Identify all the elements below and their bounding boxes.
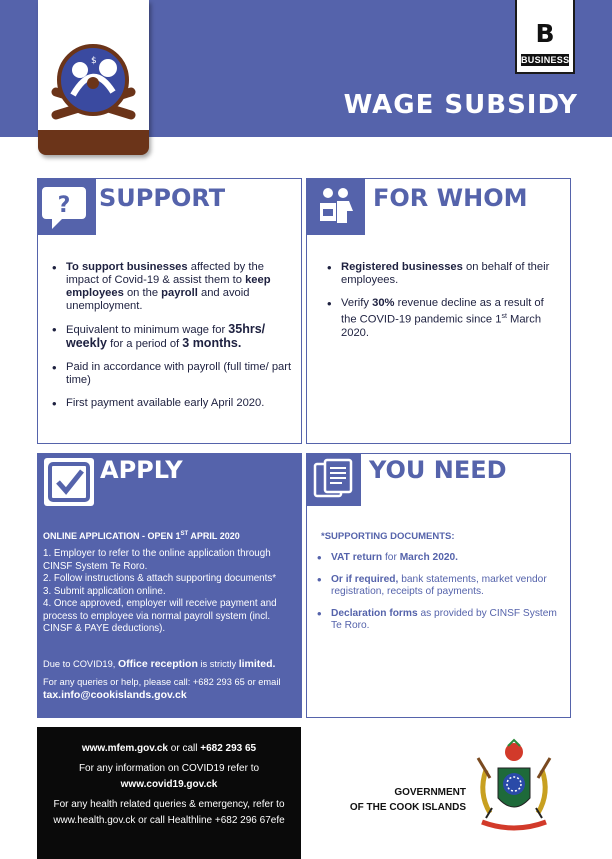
office-prefix: Due to COVID19,	[43, 659, 118, 669]
you-need-icon-box	[307, 454, 361, 506]
you-need-title: YOU NEED	[369, 456, 507, 484]
support-title: SUPPORT	[99, 184, 226, 212]
you-need-panel	[306, 453, 571, 718]
svg-text:?: ?	[57, 193, 71, 218]
badge-letter: B	[535, 19, 555, 48]
ministry-logo	[38, 0, 149, 155]
apply-step: 4. Once approved, employer will receive payment and process to employee via normal payroll system (incl. CINSF & PAYE deductions).	[43, 598, 277, 634]
apply-steps	[43, 548, 301, 636]
coat-of-arms-icon	[468, 738, 560, 838]
queries-text: For any queries or help, please call: +682 293 65 or email	[43, 677, 281, 687]
office-notice	[43, 658, 301, 670]
supporting-heading: *SUPPORTING DOCUMENTS:	[321, 531, 455, 542]
apply-step: 1. Employer to refer to the online application through CINSF System Te Roro.	[43, 548, 271, 572]
apply-step: 2. Follow instructions & attach supporting documents*	[43, 573, 277, 584]
covid-link[interactable]: www.covid19.gov.ck	[120, 779, 218, 790]
svg-text:$: $	[91, 56, 97, 66]
for-whom-item: • Registered businesses on behalf of their employees.	[325, 261, 561, 287]
checkbox-icon	[44, 458, 94, 506]
people-icon	[307, 179, 365, 235]
support-item: • Equivalent to minimum wage for 35hrs/ weekly for a period of 3 months.	[50, 323, 296, 351]
footer-line-4: For any health related queries & emergency, refer to	[53, 799, 285, 810]
support-panel	[37, 178, 302, 444]
page-title: WAGE SUBSIDY	[343, 90, 578, 120]
office-bold: Office reception	[117, 658, 198, 670]
documents-icon	[307, 454, 361, 506]
footer-line-1	[37, 741, 301, 757]
footer-line-1-rest: or call	[168, 743, 201, 754]
category-badge	[515, 0, 575, 74]
footer-line-2: For any information on COVID19 refer to	[78, 763, 260, 774]
apply-step: 3. Submit application online.	[43, 585, 166, 597]
for-whom-icon-box	[307, 179, 365, 235]
for-whom-item: • Verify 30% revenue decline as a result of the COVID-19 pandemic since 1st March 2020.	[325, 297, 561, 340]
logo-emblem-icon	[38, 0, 149, 130]
support-item: • Paid in accordance with payroll (full time/ part time)	[50, 361, 296, 387]
you-need-item: • VAT return for March 2020.	[315, 552, 559, 564]
support-item: • To support businesses affected by the impact of Covid-19 & assist them to keep employees on the payroll and avoid unemployment.	[50, 261, 296, 313]
support-icon-box	[38, 179, 96, 235]
queries-email[interactable]: tax.info@cookislands.gov.ck	[43, 689, 187, 701]
for-whom-title: FOR WHOM	[373, 184, 528, 212]
for-whom-list	[325, 261, 561, 350]
apply-title: APPLY	[100, 456, 183, 484]
contact-footer	[37, 727, 301, 859]
support-list	[50, 261, 296, 420]
badge-label: BUSINESS	[521, 55, 570, 65]
you-need-item: • Declaration forms as provided by CINSF System Te Roro.	[315, 608, 559, 632]
office-end: limited.	[238, 658, 276, 670]
office-mid: is strictly	[197, 659, 239, 669]
question-bubble-icon	[38, 179, 96, 235]
apply-panel	[37, 453, 302, 718]
government-credit	[345, 785, 466, 815]
queries-notice	[43, 676, 295, 702]
you-need-item: • Or if required, bank statements, market vendor registration, receipts of payments.	[315, 574, 559, 598]
apply-icon-box	[44, 458, 94, 506]
government-line-2: OF THE COOK ISLANDS	[349, 802, 466, 813]
support-item: • First payment available early April 2020.	[50, 397, 296, 410]
you-need-list	[315, 552, 559, 642]
footer-line-5: www.health.gov.ck or call Healthline +682 296 67efe	[53, 815, 285, 826]
mfem-phone: +682 293 65	[200, 743, 257, 754]
for-whom-panel	[306, 178, 571, 444]
government-line-1: GOVERNMENT	[394, 787, 466, 798]
mfem-link[interactable]: www.mfem.gov.ck	[81, 743, 168, 754]
online-heading: ONLINE APPLICATION - OPEN 1ST APRIL 2020	[43, 531, 240, 541]
